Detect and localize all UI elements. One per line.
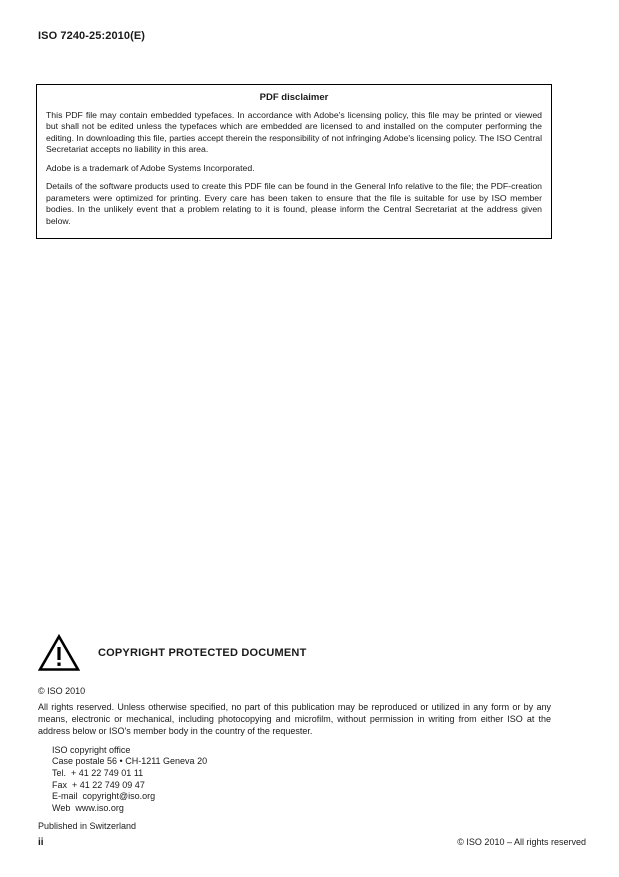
disclaimer-paragraph-1: This PDF file may contain embedded typefaces. In accordance with Adobe's licensing policy, this file may be printed or viewed but shall not be edited unless the typefaces which are embedded are licensed to and installed on the computer performing the editing. In downloading this file, parties accept therein the responsibility of not infringing Adobe's licensing policy. The ISO Central Secretariat accepts no liability in this area. xyxy=(46,110,542,155)
disclaimer-title: PDF disclaimer xyxy=(259,92,329,103)
disclaimer-paragraph-3: Details of the software products used to create this PDF file can be found in the General Info relative to the file; the PDF-creation parameters were optimized for printing. Every care has been taken to ensure that the file is suitable for use by ISO member bodies. In the unlikely event that a problem relating to it is found, please inform the Central Secretariat at the address given below. xyxy=(46,181,542,226)
footer-copyright-line: © ISO 2010 – All rights reserved xyxy=(457,837,586,847)
copyright-section xyxy=(38,634,551,831)
address-office-line: ISO copyright office xyxy=(52,744,131,755)
pdf-disclaimer-box xyxy=(36,84,552,239)
copyright-heading-row xyxy=(38,634,551,672)
iso-address-block xyxy=(52,745,551,815)
address-tel-line: Tel. + 41 22 749 01 11 xyxy=(52,768,144,778)
copyright-protected-heading: COPYRIGHT PROTECTED DOCUMENT xyxy=(98,647,307,659)
page-footer xyxy=(38,837,586,848)
address-web-line: Web www.iso.org xyxy=(52,803,124,814)
footer-page-number: ii xyxy=(38,837,44,848)
address-postal-line: Case postale 56 • CH-1211 Geneva 20 xyxy=(52,756,208,767)
address-email-line: E-mail copyright@iso.org xyxy=(52,791,156,802)
published-in-switzerland: Published in Switzerland xyxy=(38,820,137,831)
document-number-header: ISO 7240-25:2010(E) xyxy=(38,30,146,42)
disclaimer-paragraph-2: Adobe is a trademark of Adobe Systems Incorporated. xyxy=(46,162,255,173)
warning-triangle-icon xyxy=(38,634,80,672)
all-rights-reserved-text: All rights reserved. Unless otherwise specified, no part of this publication may be reproduced or utilized in any form or by any means, electronic or mechanical, including photocopying and microfilm, without permission in writing from either ISO at the address below or ISO's member body in the country of the requester. xyxy=(38,702,551,736)
copyright-notice: © ISO 2010 xyxy=(38,686,86,696)
address-fax-line: Fax + 41 22 749 09 47 xyxy=(52,779,145,790)
